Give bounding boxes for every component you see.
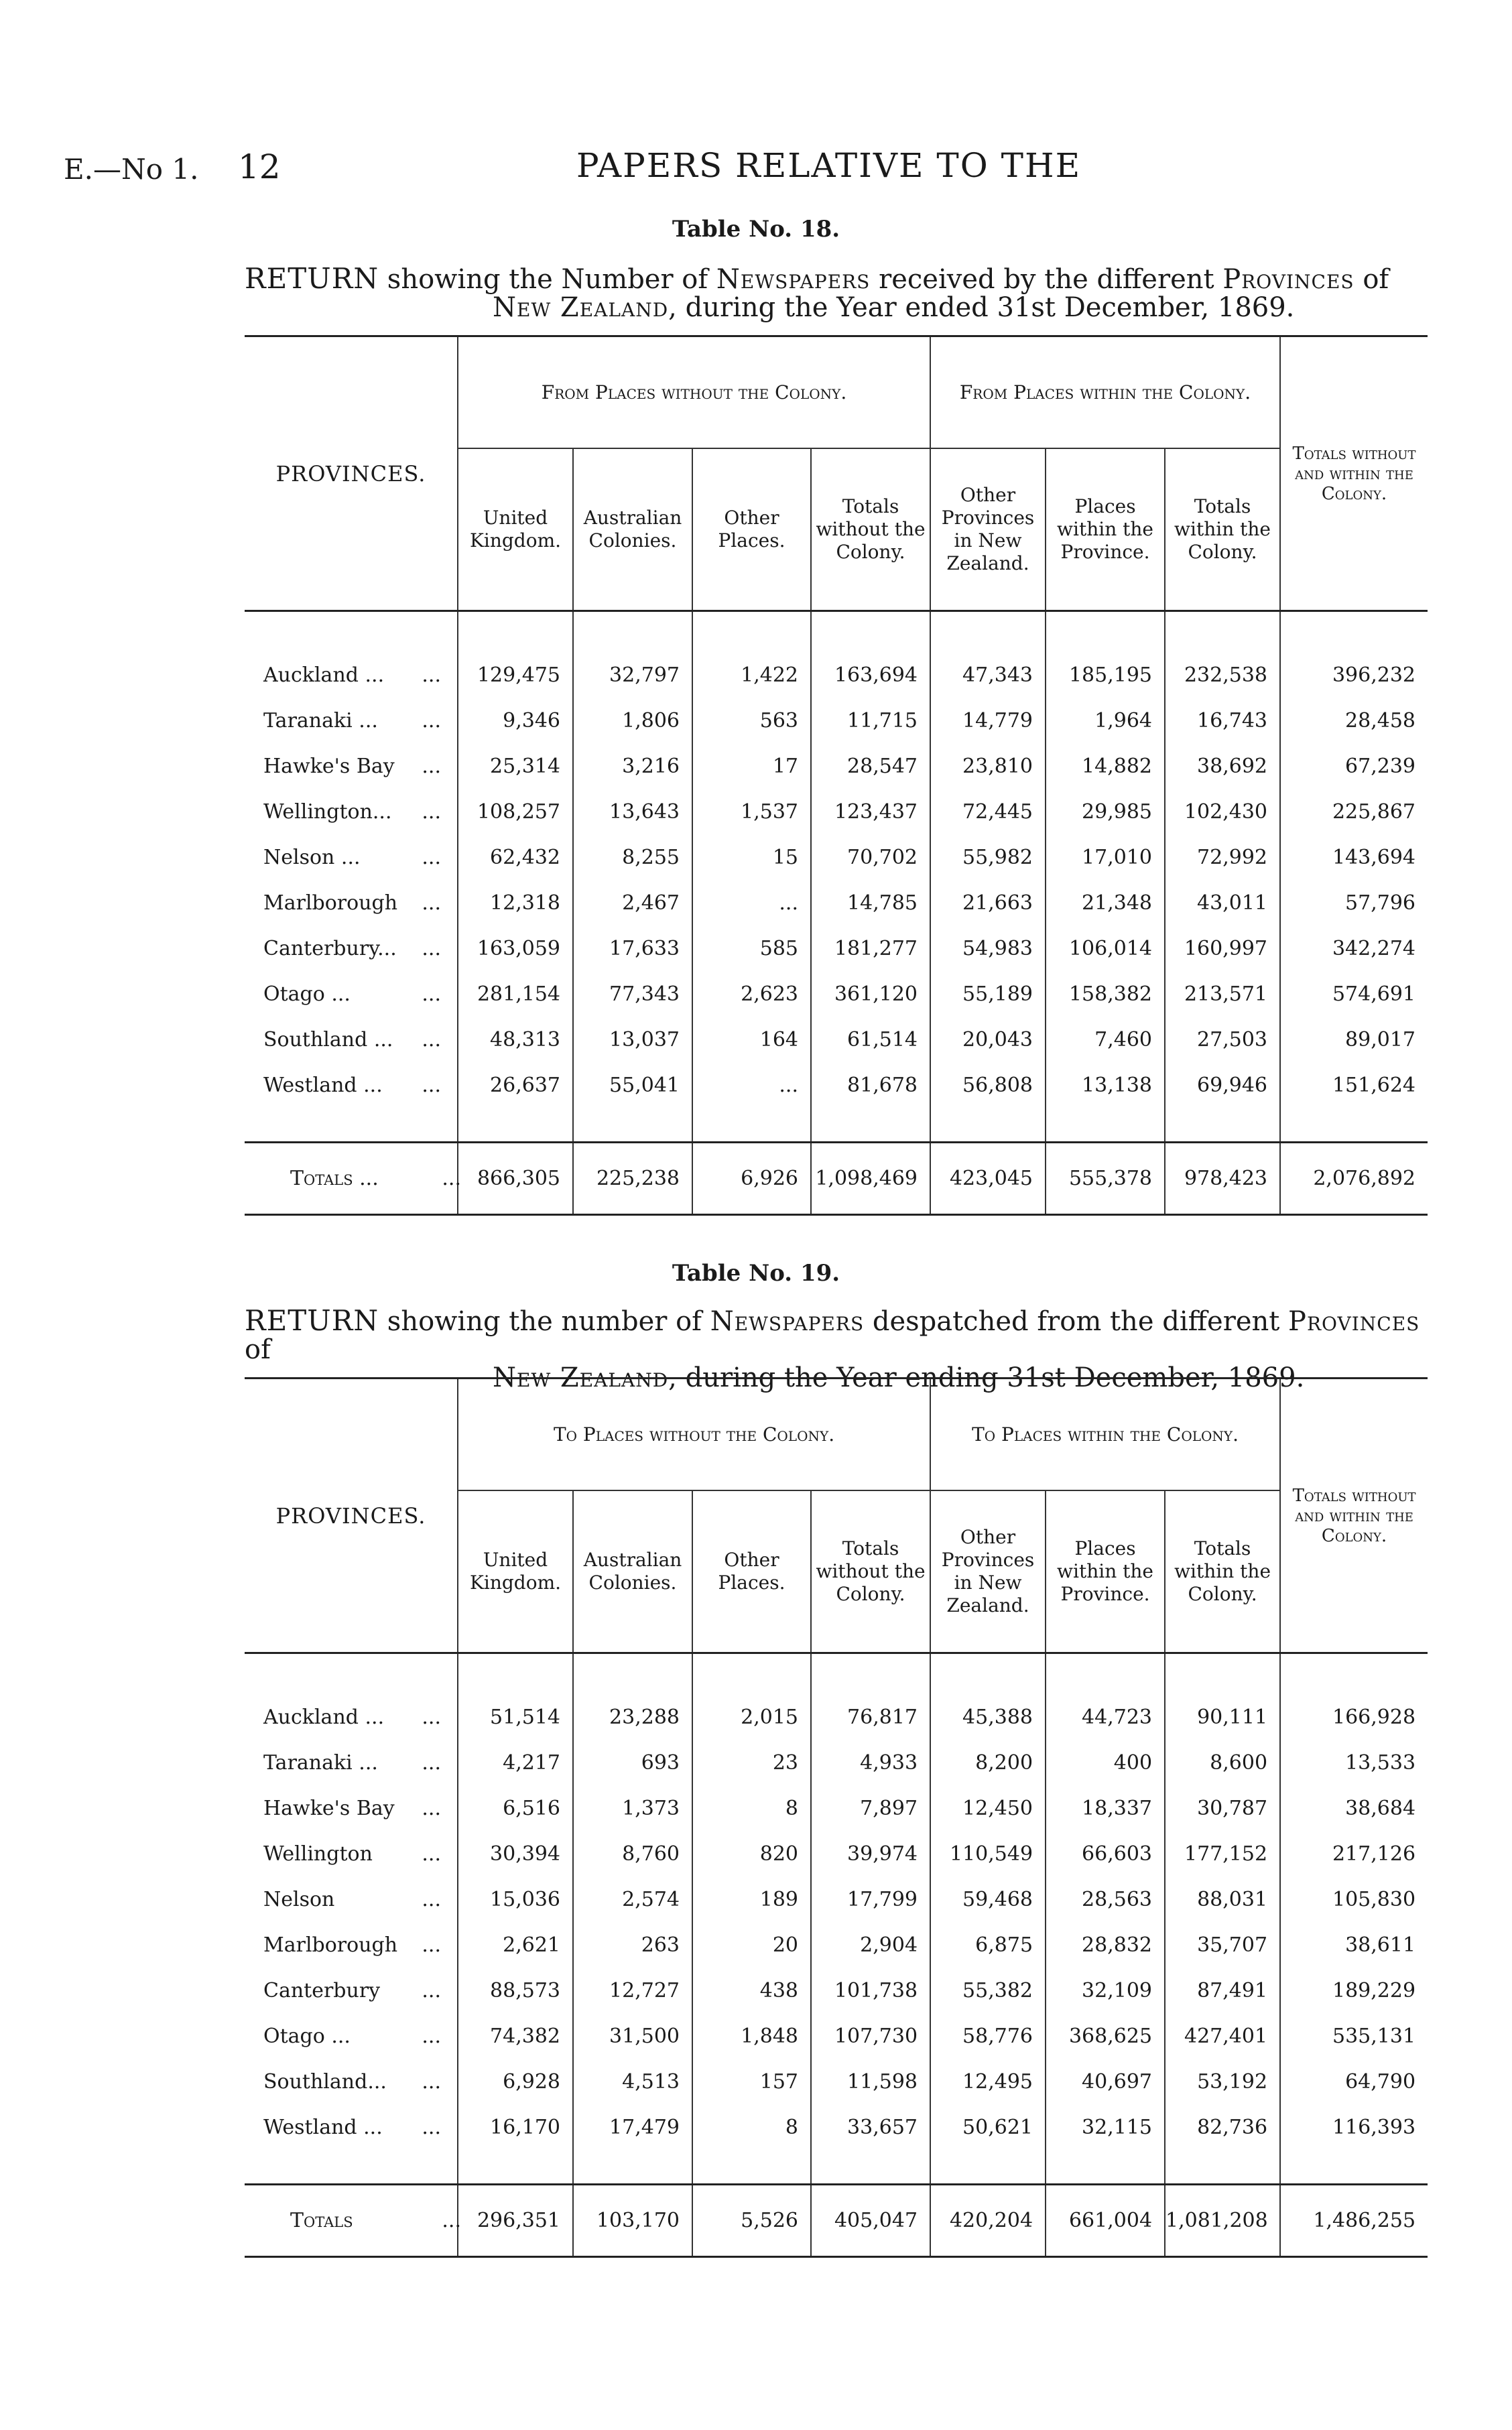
cell-value: 39,974 <box>811 1831 930 1876</box>
col-header: Other Places. <box>692 1490 811 1653</box>
col-header: Totals without the Colony. <box>811 1490 930 1653</box>
caption-provinces: Provinces <box>1288 1306 1420 1337</box>
table-row <box>245 2104 1428 2150</box>
row-name: Canterbury <box>263 1978 381 2002</box>
caption-new-zealand: New Zealand <box>493 292 669 323</box>
cell-value: 8 <box>692 1785 811 1831</box>
cell-value: 57,796 <box>1345 891 1416 915</box>
cell-value: 53,192 <box>1165 2059 1280 2104</box>
cell-value: 21,663 <box>930 880 1046 925</box>
cell-value: 17,010 <box>1046 834 1165 880</box>
cell-value: 30,394 <box>458 1831 573 1876</box>
cell-value: 29,985 <box>1046 789 1165 834</box>
cell-value: 21,348 <box>1046 880 1165 925</box>
leader-dots: ... <box>422 1933 441 1957</box>
cell-value: 9,346 <box>458 698 573 743</box>
cell-value: 90,111 <box>1165 1694 1280 1740</box>
table-row <box>245 1017 1428 1062</box>
table-row <box>245 971 1428 1017</box>
cell-value: 20,043 <box>930 1017 1046 1062</box>
cell-value: 89,017 <box>1345 1027 1416 1051</box>
cell-value: 8,760 <box>573 1831 692 1876</box>
table-row <box>245 652 1428 698</box>
caption-text: of <box>1363 264 1389 295</box>
cell-value: 16,170 <box>458 2104 573 2150</box>
row-name: Otago ... <box>263 982 351 1006</box>
leader-dots: ... <box>422 1796 441 1820</box>
cell-value: 1,537 <box>692 789 811 834</box>
cell-value: 64,790 <box>1345 2069 1416 2094</box>
row-name: Westland ... <box>263 2115 383 2139</box>
cell-value: 55,382 <box>930 1968 1046 2013</box>
cell-value: 32,109 <box>1046 1968 1165 2013</box>
leader-dots: ... <box>422 2115 441 2139</box>
row-name: Auckland ... <box>263 663 385 687</box>
cell-value: 1,373 <box>573 1785 692 1831</box>
cell-value: 23,810 <box>930 743 1046 789</box>
cell-value: 28,832 <box>1046 1922 1165 1968</box>
cell-value: 23 <box>692 1740 811 1785</box>
cell-value: 1,848 <box>692 2013 811 2059</box>
row-name: Otago ... <box>263 2024 351 2048</box>
cell-value: 2,015 <box>692 1694 811 1740</box>
cell-value: 69,946 <box>1165 1062 1280 1108</box>
cell-value: 116,393 <box>1332 2115 1416 2139</box>
cell-value: 38,684 <box>1345 1796 1416 1820</box>
caption-text: showing the number of <box>387 1306 702 1337</box>
cell-value: 342,274 <box>1332 936 1416 960</box>
cell-value: 28,458 <box>1345 708 1416 732</box>
col-header: Australian Colonies. <box>573 448 692 611</box>
cell-value: 6,928 <box>458 2059 573 2104</box>
col-header: Other Provinces in New Zealand. <box>930 448 1046 611</box>
cell-value: 6,875 <box>930 1922 1046 1968</box>
cell-value: 28,563 <box>1046 1876 1165 1922</box>
provinces-header: PROVINCES. <box>245 1379 458 1653</box>
cell-value: 535,131 <box>1332 2024 1416 2048</box>
cell-value: 1,964 <box>1046 698 1165 743</box>
table-row <box>245 1922 1428 1968</box>
col-header: Places within the Province. <box>1046 448 1165 611</box>
cell-value: 368,625 <box>1046 2013 1165 2059</box>
provinces-header: PROVINCES. <box>245 336 458 611</box>
cell-value: 12,450 <box>930 1785 1046 1831</box>
leader-dots: ... <box>442 2209 461 2232</box>
cell-value: 1,422 <box>692 652 811 698</box>
page-number: 12 <box>238 147 281 186</box>
cell-value: ... <box>692 1062 811 1108</box>
cell-value: 17,633 <box>573 925 692 971</box>
cell-value: 77,343 <box>573 971 692 1017</box>
cell-value: 820 <box>692 1831 811 1876</box>
cell-value: 555,378 <box>1046 1143 1165 1215</box>
col-header: Totals without the Colony. <box>811 448 930 611</box>
leader-dots: ... <box>422 936 441 960</box>
cell-value: 13,643 <box>573 789 692 834</box>
cell-value: 40,697 <box>1046 2059 1165 2104</box>
table-18 <box>245 335 1428 1216</box>
cell-value: 11,598 <box>811 2059 930 2104</box>
cell-value: 32,115 <box>1046 2104 1165 2150</box>
cell-value: 1,081,208 <box>1165 2185 1280 2257</box>
table-18-number: Table No. 18. <box>672 216 840 243</box>
leader-dots: ... <box>422 754 441 778</box>
cell-value: 82,736 <box>1165 2104 1280 2150</box>
row-name: Marlborough <box>263 891 398 915</box>
row-name: Nelson ... <box>263 845 361 869</box>
cell-value: 151,624 <box>1332 1073 1416 1097</box>
cell-value: 15,036 <box>458 1876 573 1922</box>
cell-value: 185,195 <box>1046 652 1165 698</box>
cell-value: 574,691 <box>1332 982 1416 1006</box>
document-reference: E.—No 1. <box>64 153 199 186</box>
table-row <box>245 1062 1428 1108</box>
row-name: Marlborough <box>263 1933 398 1957</box>
cell-value: 58,776 <box>930 2013 1046 2059</box>
table-19-number: Table No. 19. <box>672 1260 840 1287</box>
cell-value: 563 <box>692 698 811 743</box>
cell-value: 12,318 <box>458 880 573 925</box>
cell-value: 6,516 <box>458 1785 573 1831</box>
row-name: Wellington... <box>263 800 392 824</box>
caption-text: received by the different <box>879 264 1214 295</box>
cell-value: 1,806 <box>573 698 692 743</box>
return-label: RETURN <box>245 1304 379 1337</box>
cell-value: 13,037 <box>573 1017 692 1062</box>
caption-newspapers: Newspapers <box>710 1306 865 1337</box>
col-header: Totals within the Colony. <box>1165 448 1280 611</box>
group-header-within: To Places within the Colony. <box>930 1379 1280 1491</box>
cell-value: 51,514 <box>458 1694 573 1740</box>
cell-value: 263 <box>573 1922 692 1968</box>
group-header-without: To Places without the Colony. <box>458 1379 930 1491</box>
row-name: Taranaki ... <box>263 708 378 732</box>
cell-value: 23,288 <box>573 1694 692 1740</box>
cell-value: 6,926 <box>692 1143 811 1215</box>
totals-header: Totals without and within the Colony. <box>1292 1485 1416 1546</box>
page-title: PAPERS RELATIVE TO THE <box>576 146 1082 185</box>
col-header: Other Places. <box>692 448 811 611</box>
leader-dots: ... <box>422 708 441 732</box>
table-row <box>245 1785 1428 1831</box>
cell-value: 13,533 <box>1345 1750 1416 1775</box>
cell-value: 585 <box>692 925 811 971</box>
cell-value: 26,637 <box>458 1062 573 1108</box>
table-row <box>245 1876 1428 1922</box>
cell-value: 81,678 <box>811 1062 930 1108</box>
table-row <box>245 2059 1428 2104</box>
cell-value: 16,743 <box>1165 698 1280 743</box>
col-header: United Kingdom. <box>458 1490 573 1653</box>
row-name: Canterbury... <box>263 936 397 960</box>
table-row <box>245 1694 1428 1740</box>
leader-dots: ... <box>422 1027 441 1051</box>
cell-value: 66,603 <box>1046 1831 1165 1876</box>
cell-value: 107,730 <box>811 2013 930 2059</box>
table-row <box>245 1968 1428 2013</box>
leader-dots: ... <box>422 663 441 687</box>
cell-value: 189 <box>692 1876 811 1922</box>
cell-value: 72,445 <box>930 789 1046 834</box>
row-name: Nelson <box>263 1887 335 1911</box>
leader-dots: ... <box>422 1978 441 2002</box>
row-name: Taranaki ... <box>263 1750 378 1775</box>
cell-value: 11,715 <box>811 698 930 743</box>
caption-new-zealand: New Zealand <box>493 1362 669 1393</box>
cell-value: 2,621 <box>458 1922 573 1968</box>
cell-value: 44,723 <box>1046 1694 1165 1740</box>
cell-value: 27,503 <box>1165 1017 1280 1062</box>
cell-value: 17,479 <box>573 2104 692 2150</box>
cell-value: 427,401 <box>1165 2013 1280 2059</box>
caption-text: , during the Year ended 31st December, 1869. <box>668 292 1295 323</box>
leader-dots: ... <box>422 982 441 1006</box>
row-name: Totals <box>290 2209 353 2232</box>
table-row <box>245 1740 1428 1785</box>
leader-dots: ... <box>422 1887 441 1911</box>
cell-value: 164 <box>692 1017 811 1062</box>
leader-dots: ... <box>422 1842 441 1866</box>
cell-value: 2,467 <box>573 880 692 925</box>
cell-value: 70,702 <box>811 834 930 880</box>
cell-value: 103,170 <box>573 2185 692 2257</box>
leader-dots: ... <box>422 800 441 824</box>
cell-value: 20 <box>692 1922 811 1968</box>
col-header: United Kingdom. <box>458 448 573 611</box>
cell-value: 87,491 <box>1165 1968 1280 2013</box>
caption-newspapers: Newspapers <box>716 264 871 295</box>
cell-value: 110,549 <box>930 1831 1046 1876</box>
cell-value: 225,867 <box>1332 800 1416 824</box>
cell-value: 33,657 <box>811 2104 930 2150</box>
row-name: Hawke's Bay <box>263 754 395 778</box>
row-name: Southland... <box>263 2069 387 2094</box>
leader-dots: ... <box>422 2024 441 2048</box>
table-row <box>245 743 1428 789</box>
caption-text: showing the Number of <box>387 264 708 295</box>
cell-value: 88,573 <box>458 1968 573 2013</box>
cell-value: 158,382 <box>1046 971 1165 1017</box>
cell-value: 15 <box>692 834 811 880</box>
cell-value: 17,799 <box>811 1876 930 1922</box>
cell-value: 177,152 <box>1165 1831 1280 1876</box>
caption-text: , during the Year ending 31st December, 1869. <box>668 1362 1305 1393</box>
cell-value: 361,120 <box>811 971 930 1017</box>
caption-text: despatched from the different <box>872 1306 1280 1337</box>
cell-value: 8,200 <box>930 1740 1046 1785</box>
cell-value: 18,337 <box>1046 1785 1165 1831</box>
cell-value: 8,255 <box>573 834 692 880</box>
cell-value: 14,882 <box>1046 743 1165 789</box>
col-header: Australian Colonies. <box>573 1490 692 1653</box>
cell-value: 3,216 <box>573 743 692 789</box>
cell-value: 48,313 <box>458 1017 573 1062</box>
totals-header: Totals without and within the Colony. <box>1292 443 1416 504</box>
cell-value: 25,314 <box>458 743 573 789</box>
caption-provinces: Provinces <box>1222 264 1354 295</box>
cell-value: 8 <box>692 2104 811 2150</box>
cell-value: 4,933 <box>811 1740 930 1785</box>
table-row <box>245 880 1428 925</box>
cell-value: 43,011 <box>1165 880 1280 925</box>
cell-value: 163,694 <box>811 652 930 698</box>
row-name: Totals ... <box>290 1167 379 1190</box>
cell-value: 157 <box>692 2059 811 2104</box>
cell-value: 423,045 <box>930 1143 1046 1215</box>
cell-value: 1,098,469 <box>811 1143 930 1215</box>
col-header: Totals within the Colony. <box>1165 1490 1280 1653</box>
row-name: Wellington <box>263 1842 373 1866</box>
row-name: Westland ... <box>263 1073 383 1097</box>
cell-value: 55,982 <box>930 834 1046 880</box>
cell-value: 38,692 <box>1165 743 1280 789</box>
leader-dots: ... <box>422 1073 441 1097</box>
cell-value: 61,514 <box>811 1017 930 1062</box>
cell-value: 8,600 <box>1165 1740 1280 1785</box>
group-header-without: From Places without the Colony. <box>458 336 930 449</box>
cell-value: 105,830 <box>1332 1887 1416 1911</box>
table-19 <box>245 1377 1428 2258</box>
cell-value: 232,538 <box>1165 652 1280 698</box>
cell-value: 101,738 <box>811 1968 930 2013</box>
cell-value: 32,797 <box>573 652 692 698</box>
cell-value: ... <box>692 880 811 925</box>
totals-row <box>245 2185 1428 2257</box>
cell-value: 405,047 <box>811 2185 930 2257</box>
cell-value: 72,992 <box>1165 834 1280 880</box>
cell-value: 55,041 <box>573 1062 692 1108</box>
cell-value: 56,808 <box>930 1062 1046 1108</box>
cell-value: 55,189 <box>930 971 1046 1017</box>
cell-value: 59,468 <box>930 1876 1046 1922</box>
cell-value: 420,204 <box>930 2185 1046 2257</box>
cell-value: 13,138 <box>1046 1062 1165 1108</box>
cell-value: 35,707 <box>1165 1922 1280 1968</box>
cell-value: 400 <box>1046 1740 1165 1785</box>
cell-value: 38,611 <box>1345 1933 1416 1957</box>
totals-row <box>245 1143 1428 1215</box>
leader-dots: ... <box>422 891 441 915</box>
cell-value: 102,430 <box>1165 789 1280 834</box>
cell-value: 2,623 <box>692 971 811 1017</box>
cell-value: 225,238 <box>573 1143 692 1215</box>
leader-dots: ... <box>422 845 441 869</box>
cell-value: 14,785 <box>811 880 930 925</box>
table-row <box>245 925 1428 971</box>
col-header: Places within the Province. <box>1046 1490 1165 1653</box>
cell-value: 31,500 <box>573 2013 692 2059</box>
row-name: Auckland ... <box>263 1705 385 1729</box>
cell-value: 166,928 <box>1332 1705 1416 1729</box>
cell-value: 2,574 <box>573 1876 692 1922</box>
cell-value: 866,305 <box>458 1143 573 1215</box>
cell-value: 4,513 <box>573 2059 692 2104</box>
cell-value: 5,526 <box>692 2185 811 2257</box>
cell-value: 2,904 <box>811 1922 930 1968</box>
cell-value: 108,257 <box>458 789 573 834</box>
cell-value: 1,486,255 <box>1280 2185 1428 2257</box>
cell-value: 62,432 <box>458 834 573 880</box>
cell-value: 28,547 <box>811 743 930 789</box>
cell-value: 181,277 <box>811 925 930 971</box>
group-header-within: From Places within the Colony. <box>930 336 1280 449</box>
cell-value: 7,460 <box>1046 1017 1165 1062</box>
cell-value: 88,031 <box>1165 1876 1280 1922</box>
cell-value: 30,787 <box>1165 1785 1280 1831</box>
cell-value: 106,014 <box>1046 925 1165 971</box>
cell-value: 45,388 <box>930 1694 1046 1740</box>
cell-value: 693 <box>573 1740 692 1785</box>
cell-value: 7,897 <box>811 1785 930 1831</box>
cell-value: 661,004 <box>1046 2185 1165 2257</box>
cell-value: 213,571 <box>1165 971 1280 1017</box>
table-18-caption <box>245 262 1438 323</box>
cell-value: 296,351 <box>458 2185 573 2257</box>
cell-value: 17 <box>692 743 811 789</box>
table-row <box>245 2013 1428 2059</box>
cell-value: 67,239 <box>1345 754 1416 778</box>
cell-value: 14,779 <box>930 698 1046 743</box>
cell-value: 76,817 <box>811 1694 930 1740</box>
cell-value: 189,229 <box>1332 1978 1416 2002</box>
leader-dots: ... <box>422 1750 441 1775</box>
cell-value: 47,343 <box>930 652 1046 698</box>
cell-value: 12,727 <box>573 1968 692 2013</box>
cell-value: 4,217 <box>458 1740 573 1785</box>
caption-text: of <box>245 1334 271 1365</box>
cell-value: 2,076,892 <box>1280 1143 1428 1215</box>
table-row <box>245 834 1428 880</box>
leader-dots: ... <box>442 1167 461 1190</box>
cell-value: 50,621 <box>930 2104 1046 2150</box>
cell-value: 163,059 <box>458 925 573 971</box>
leader-dots: ... <box>422 1705 441 1729</box>
return-label: RETURN <box>245 262 379 295</box>
cell-value: 281,154 <box>458 971 573 1017</box>
leader-dots: ... <box>422 2069 441 2094</box>
cell-value: 217,126 <box>1332 1842 1416 1866</box>
cell-value: 54,983 <box>930 925 1046 971</box>
cell-value: 438 <box>692 1968 811 2013</box>
cell-value: 160,997 <box>1165 925 1280 971</box>
row-name: Hawke's Bay <box>263 1796 395 1820</box>
cell-value: 396,232 <box>1332 663 1416 687</box>
row-name: Southland ... <box>263 1027 393 1051</box>
cell-value: 123,437 <box>811 789 930 834</box>
cell-value: 74,382 <box>458 2013 573 2059</box>
cell-value: 143,694 <box>1332 845 1416 869</box>
cell-value: 129,475 <box>458 652 573 698</box>
table-row <box>245 1831 1428 1876</box>
cell-value: 12,495 <box>930 2059 1046 2104</box>
cell-value: 978,423 <box>1165 1143 1280 1215</box>
col-header: Other Provinces in New Zealand. <box>930 1490 1046 1653</box>
table-row <box>245 789 1428 834</box>
table-row <box>245 698 1428 743</box>
